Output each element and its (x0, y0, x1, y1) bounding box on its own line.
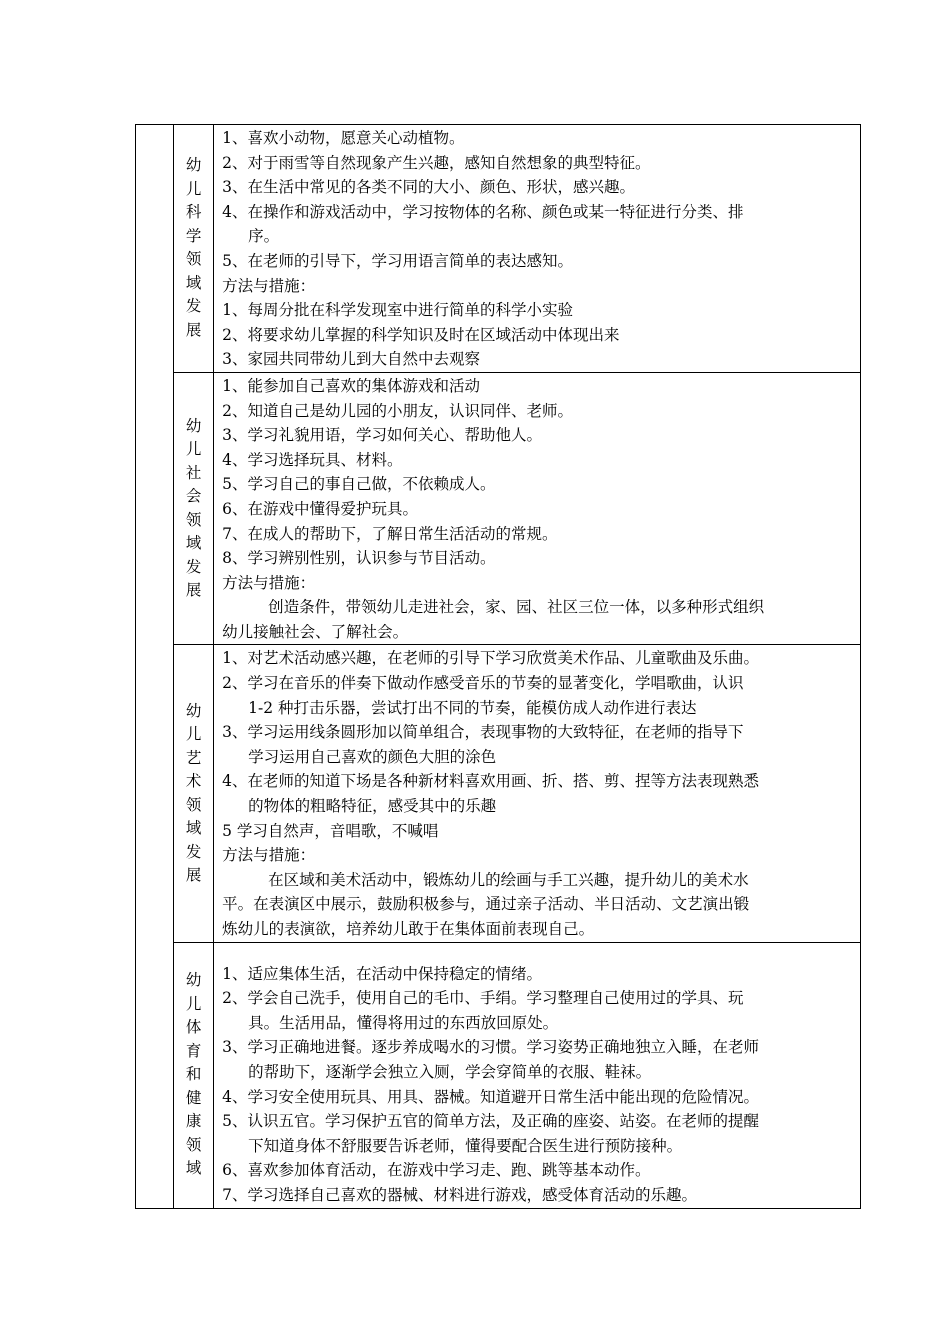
content-line: 1-2 种打击乐器，尝试打出不同的节奏，能模仿成人动作进行表达 (248, 698, 697, 717)
label-char: 领 (185, 250, 202, 269)
section-lines (222, 374, 856, 645)
label-char: 幼 (185, 701, 202, 720)
section-lines (222, 126, 856, 372)
plan-table (135, 124, 861, 1209)
section-label (174, 415, 213, 603)
label-char: 展 (185, 320, 202, 339)
content-line: 1、能参加自己喜欢的集体游戏和活动 (222, 376, 480, 395)
label-char: 健 (185, 1088, 202, 1107)
content-line: 幼儿接触社会、了解社会。 (222, 622, 409, 641)
section-lines (222, 646, 856, 941)
label-char: 领 (185, 510, 202, 529)
content-line: 5、认识五官。学习保护五官的简单方法，及正确的座姿、站姿。在老师的提醒 (222, 1112, 759, 1131)
content-line: 3、在生活中常见的各类不同的大小、颜色、形状，感兴趣。 (222, 178, 635, 197)
section-row-social (136, 372, 861, 645)
content-line: 8、学习辨别性别，认识参与节目活动。 (222, 549, 496, 568)
label-char: 展 (185, 581, 202, 600)
label-char: 学 (185, 226, 202, 245)
label-char: 儿 (185, 994, 202, 1013)
label-char: 幼 (185, 416, 202, 435)
content-line: 6、在游戏中懂得爱护玩具。 (222, 499, 418, 518)
content-line: 2、将要求幼儿掌握的科学知识及时在区域活动中体现出来 (222, 325, 620, 344)
content-line: 4、在操作和游戏活动中，学习按物体的名称、颜色或某一特征进行分类、排 (222, 202, 744, 221)
section-lines (222, 944, 856, 1208)
blank-column (136, 125, 174, 1209)
section-row-science (136, 125, 861, 373)
section-label-social (174, 372, 214, 645)
content-line: 的帮助下，逐渐学会独立入厕，学会穿简单的衣服、鞋袜。 (248, 1062, 652, 1081)
content-line: 下知道身体不舒服要告诉老师，懂得要配合医生进行预防接种。 (248, 1136, 683, 1155)
content-line: 2、学会自己洗手，使用自己的毛巾、手绢。学习整理自己使用过的学具、玩 (222, 989, 744, 1008)
content-line: 3、学习运用线条圆形加以简单组合，表现事物的大致特征，在老师的指导下 (222, 723, 744, 742)
section-label (174, 700, 213, 888)
content-line: 方法与措施： (222, 846, 316, 865)
label-char: 幼 (185, 971, 202, 990)
label-char: 儿 (185, 179, 202, 198)
label-char: 发 (185, 842, 202, 861)
label-char: 艺 (185, 748, 202, 767)
content-line: 5、学习自己的事自己做，不依赖成人。 (222, 475, 496, 494)
label-char: 幼 (185, 156, 202, 175)
label-char: 体 (185, 1018, 202, 1037)
section-content-social (214, 372, 861, 645)
section-label (174, 154, 213, 342)
label-char: 儿 (185, 440, 202, 459)
content-line: 6、喜欢参加体育活动，在游戏中学习走、跑、跳等基本动作。 (222, 1161, 651, 1180)
label-char: 域 (185, 819, 202, 838)
content-line: 2、学习在音乐的伴奏下做动作感受音乐的节奏的显著变化，学唱歌曲，认识 (222, 674, 744, 693)
label-char: 科 (185, 203, 202, 222)
content-line: 方法与措施： (222, 573, 316, 592)
label-char: 领 (185, 795, 202, 814)
content-line: 具。生活用品，懂得将用过的东西放回原处。 (248, 1013, 559, 1032)
content-line: 平。在表演区中展示，鼓励积极参与，通过亲子活动、半日活动、文艺演出锻 (222, 895, 750, 914)
section-label-art (174, 645, 214, 942)
content-line: 5 学习自然声，音唱歌，不喊唱 (222, 821, 439, 840)
content-line: 4、在老师的知道下场是各种新材料喜欢用画、折、搭、剪、捏等方法表现熟悉 (222, 772, 759, 791)
label-char: 领 (185, 1135, 202, 1154)
content-line: 炼幼儿的表演欲，培养幼儿敢于在集体面前表现自己。 (222, 920, 595, 938)
content-line: 创造条件，带领幼儿走进社会，家、园、社区三位一体，以多种形式组织 (268, 598, 765, 617)
label-char: 育 (185, 1041, 202, 1060)
content-line: 4、学习选择玩具、材料。 (222, 450, 403, 469)
content-line: 1、每周分批在科学发现室中进行简单的科学小实验 (222, 301, 573, 320)
section-row-art (136, 645, 861, 942)
content-line: 1、适应集体生活，在活动中保持稳定的情绪。 (222, 964, 542, 983)
section-label (174, 969, 213, 1181)
label-char: 发 (185, 557, 202, 576)
content-line: 的物体的粗略特征，感受其中的乐趣 (248, 797, 497, 816)
label-char: 社 (185, 463, 202, 482)
section-label-health (174, 942, 214, 1208)
label-char: 术 (185, 772, 202, 791)
section-content-science (214, 125, 861, 373)
content-line: 2、对于雨雪等自然现象产生兴趣，感知自然想象的典型特征。 (222, 153, 651, 172)
section-content-art (214, 645, 861, 942)
label-char: 域 (185, 534, 202, 553)
label-char: 域 (185, 1159, 202, 1178)
content-line: 7、在成人的帮助下，了解日常生活活动的常规。 (222, 524, 558, 543)
content-line: 1、喜欢小动物，愿意关心动植物。 (222, 129, 465, 147)
label-char: 康 (185, 1112, 202, 1131)
content-line: 4、学习安全使用玩具、用具、器械。知道避开日常生活中能出现的危险情况。 (222, 1087, 759, 1106)
label-char: 发 (185, 297, 202, 316)
content-line: 2、知道自己是幼儿园的小朋友，认识同伴、老师。 (222, 401, 573, 420)
content-line: 3、家园共同带幼儿到大自然中去观察 (222, 350, 480, 369)
label-char: 会 (185, 487, 202, 506)
content-line: 3、学习正确地进餐。逐步养成喝水的习惯。学习姿势正确地独立入睡，在老师 (222, 1038, 759, 1057)
label-char: 和 (185, 1065, 202, 1084)
content-line: 7、学习选择自己喜欢的器械、材料进行游戏，感受体育活动的乐趣。 (222, 1185, 697, 1204)
content-line: 序。 (248, 227, 280, 246)
content-line: 学习运用自己喜欢的颜色大胆的涂色 (248, 747, 497, 766)
content-line: 3、学习礼貌用语，学习如何关心、帮助他人。 (222, 426, 542, 445)
content-line: 方法与措施： (222, 276, 316, 295)
content-line: 在区域和美术活动中，锻炼幼儿的绘画与手工兴趣，提升幼儿的美术水 (268, 870, 749, 889)
label-char: 儿 (185, 725, 202, 744)
label-char: 展 (185, 866, 202, 885)
section-content-health (214, 942, 861, 1208)
content-line: 1、对艺术活动感兴趣，在老师的引导下学习欣赏美术作品、儿童歌曲及乐曲。 (222, 649, 759, 668)
content-line: 5、在老师的引导下，学习用语言简单的表达感知。 (222, 251, 573, 270)
section-label-science (174, 125, 214, 373)
label-char: 域 (185, 273, 202, 292)
section-row-health (136, 942, 861, 1208)
